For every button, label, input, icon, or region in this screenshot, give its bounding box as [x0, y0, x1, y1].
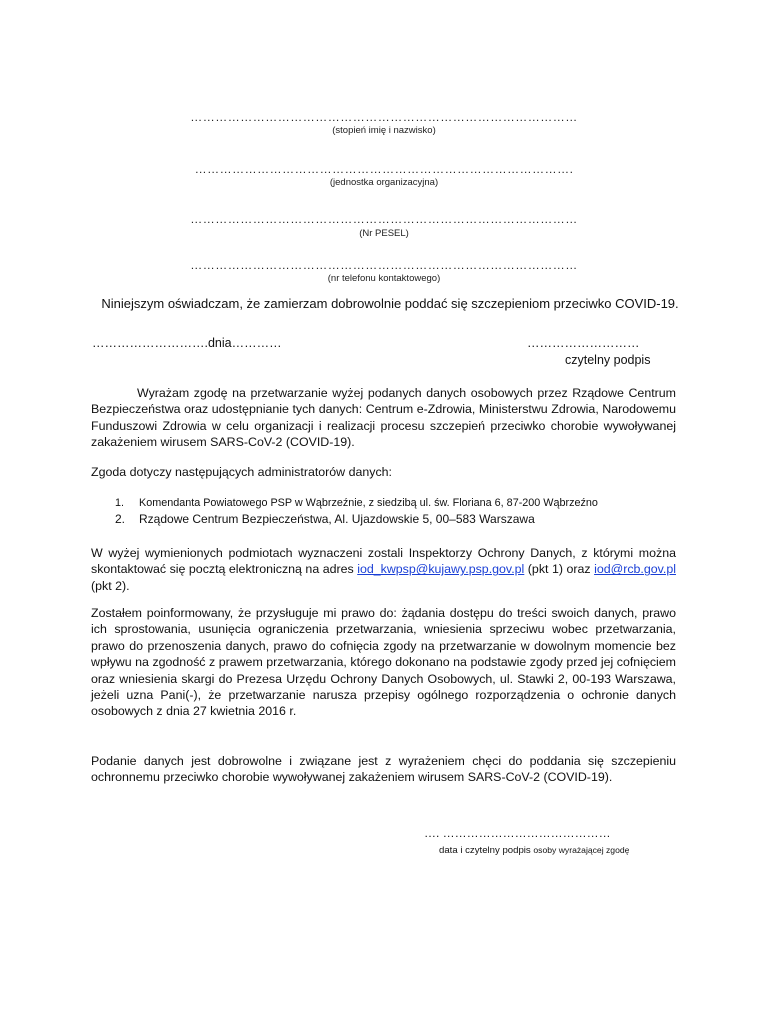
name-caption: (stopień imię i nazwisko) — [332, 125, 436, 136]
vaccination-statement: Niniejszym oświadczam, że zamierzam dobrowolnie poddać się szczepieniom przeciwko COVID-19. — [101, 296, 679, 311]
administrators-heading: Zgoda dotyczy następujących administratorów danych: — [91, 465, 392, 479]
name-dots: ………………………………………………………………………………… — [190, 110, 578, 124]
rights-paragraph: Zostałem poinformowany, że przysługuje mi prawo do: żądania dostępu do treści swoich danych, prawo ich sprostowania, usunięcia ograniczenia przetwarzania, wniesienia sprzeciwu wobec przetwarzania, prawo do przenoszenia danych, prawo do cofnięcia zgody na przetwarzanie w dowolnym momencie bez wpływu na zgodność z prawem przetwarzania, którego dokonano na podstawie zgody przed jej cofnięciem oraz wniesienia skargi do Prezesa Urzędu Ochrony Danych Osobowych, ul. Stawki 2, 00-193 Warszawa, jeżeli uzna Pani(-), że przetwarzanie narusza przepisy ogólnego rozporządzenia o ochronie danych osobowych z dnia 27 kwietnia 2016 r. — [91, 606, 676, 719]
iod-email-link-1[interactable]: iod_kwpsp@kujawy.psp.gov.pl — [357, 562, 525, 577]
final-signature-dots: …. …………………………………… — [424, 826, 611, 840]
pesel-dots: ………………………………………………………………………………… — [190, 212, 578, 226]
list-number: 1. — [115, 497, 125, 509]
signature-dots: ……………………… — [527, 336, 640, 350]
final-caption-main: data i czytelny podpis — [439, 845, 534, 856]
final-signature-caption — [439, 845, 629, 856]
signature-label: czytelny podpis — [565, 353, 651, 367]
phone-caption: (nr telefonu kontaktowego) — [327, 273, 441, 284]
iod-paragraph — [91, 545, 676, 594]
administrator-text: Rządowe Centrum Bezpieczeństwa, Al. Ujazdowskie 5, 00–583 Warszawa — [139, 512, 535, 526]
date-line: ……………………….dnia………… — [92, 336, 282, 350]
administrator-text: Komendanta Powiatowego PSP w Wąbrzeźnie, z siedzibą ul. św. Floriana 6, 87-200 Wąbrzeźno — [139, 497, 598, 509]
pesel-caption: (Nr PESEL) — [359, 228, 409, 239]
phone-dots: ………………………………………………………………………………… — [190, 258, 578, 272]
iod-text-before: W wyżej wymienionych podmiotach wyznaczeni zostali Inspektorzy Ochrony Danych, z którymi można skontaktować się pocztą elektroniczną na adres — [91, 546, 676, 577]
iod-text-after: (pkt 2). — [91, 578, 130, 593]
unit-dots: ………………………………………………………………………………. — [194, 162, 574, 176]
voluntary-paragraph: Podanie danych jest dobrowolne i związane jest z wyrażeniem chęci do poddania się szczepieniu ochronnemu przeciwko chorobie wywoływanej zakażeniem wirusem SARS-CoV-2 (COVID-19). — [91, 754, 676, 785]
iod-text-middle: (pkt 1) oraz — [524, 562, 595, 577]
administrator-item — [115, 497, 598, 509]
list-number: 2. — [115, 512, 126, 526]
final-caption-small: osoby wyrażającej zgodę — [533, 845, 630, 855]
unit-caption: (jednostka organizacyjna) — [329, 177, 439, 188]
iod-email-link-2[interactable]: iod@rcb.gov.pl — [594, 562, 676, 577]
consent-paragraph: Wyrażam zgodę na przetwarzanie wyżej podanych danych osobowych przez Rządowe Centrum Bezpieczeństwa oraz udostępnianie tych danych: Centrum e-Zdrowia, Ministerstwu Zdrowia, Narodowemu Funduszowi Zdrowia w celu organizacji i realizacji procesu szczepień przeciwko chorobie wywoływanej zakażeniem wirusem SARS-CoV-2 (COVID-19). — [91, 386, 676, 450]
administrator-item — [115, 512, 535, 526]
